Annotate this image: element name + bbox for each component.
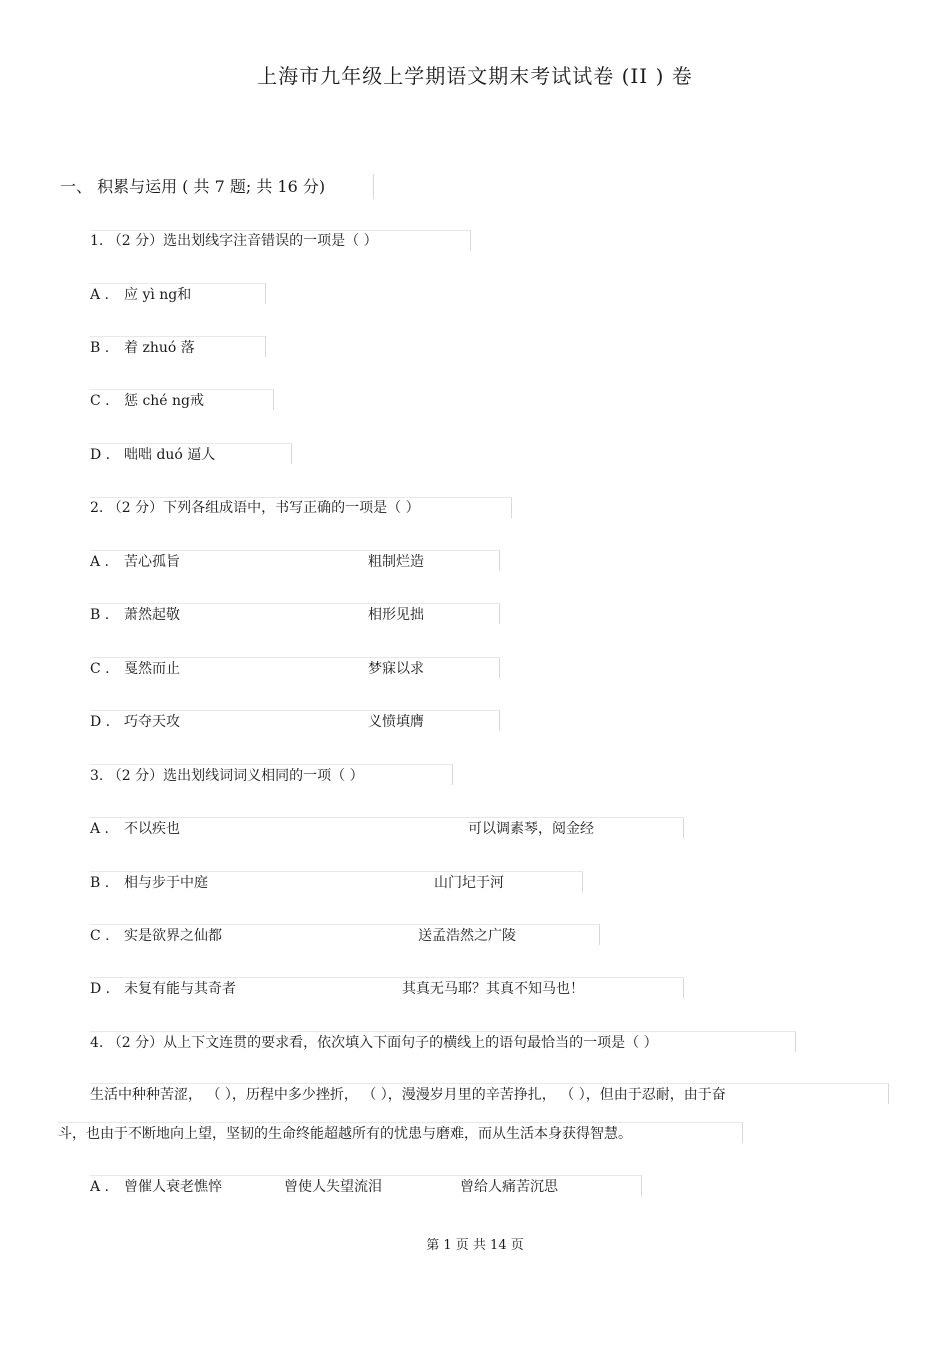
option-label: A . <box>90 554 110 570</box>
option-text-2: 粗制烂造 <box>368 554 424 570</box>
option-text-1: 未复有能与其奇者 <box>124 981 236 997</box>
option-label: B . <box>90 340 110 356</box>
question-1-option-d[interactable] <box>90 444 215 464</box>
page-title: 上海市九年级上学期语文期末考试试卷 (II ) 卷 <box>257 64 693 88</box>
section-heading: 一、 积累与运用 ( 共 7 题; 共 16 分) <box>60 177 326 196</box>
question-1-stem: 1. （2 分）选出划线字注音错误的一项是（ ） <box>90 233 378 249</box>
question-4-stem: 4. （2 分）从上下文连贯的要求看，依次填入下面句子的横线上的语句最恰当的一项是（ ） <box>90 1035 658 1051</box>
option-label: D . <box>90 714 111 730</box>
option-text-1: 相与步于中庭 <box>124 875 208 891</box>
option-text-2: 送孟浩然之广陵 <box>418 928 516 944</box>
question-2-option-a[interactable] <box>90 551 180 571</box>
option-text-3: 曾给人痛苦沉思 <box>460 1179 558 1195</box>
option-text-1: 曾催人衰老憔悴 <box>124 1179 222 1195</box>
question-3-option-b[interactable] <box>90 872 208 892</box>
option-text-2: 义愤填膺 <box>368 714 424 730</box>
option-text-2: 相形见拙 <box>368 607 424 623</box>
question-2-option-d[interactable] <box>90 711 180 731</box>
option-text-1: 戛然而止 <box>124 661 180 677</box>
option-label: D . <box>90 447 111 463</box>
question-3-option-d[interactable] <box>90 978 236 998</box>
option-text-2: 曾使人失望流泪 <box>284 1179 382 1195</box>
option-label: A . <box>90 821 110 837</box>
question-1-option-a[interactable] <box>90 284 191 304</box>
option-label: D . <box>90 981 111 997</box>
option-text-1: 不以疾也 <box>124 821 180 837</box>
option-text-1: 萧然起敬 <box>124 607 180 623</box>
question-4-option-a[interactable] <box>90 1176 222 1196</box>
question-3-option-a[interactable] <box>90 818 180 838</box>
option-text: 应 yì ng和 <box>124 287 192 303</box>
question-2-option-c[interactable] <box>90 658 180 678</box>
option-text-1: 苦心孤旨 <box>124 554 180 570</box>
option-text: 惩 ché ng戒 <box>124 393 205 409</box>
option-text: 咄咄 duó 逼人 <box>124 447 216 463</box>
option-text-2: 可以调素琴，阅金经 <box>468 821 594 837</box>
question-2-option-b[interactable] <box>90 604 180 624</box>
option-text-2: 梦寐以求 <box>368 661 424 677</box>
option-label: C . <box>90 393 110 409</box>
question-4-paragraph-line-2: 斗，也由于不断地向上望，坚韧的生命终能超越所有的忧患与磨难，而从生活本身获得智慧。 <box>58 1126 632 1142</box>
option-text: 着 zhuó 落 <box>124 340 195 356</box>
question-1-option-b[interactable] <box>90 337 195 357</box>
question-1-option-c[interactable] <box>90 390 204 410</box>
question-4-paragraph-line-1: 生活中种种苦涩， （ ），历程中多少挫折， （ ），漫漫岁月里的辛苦挣扎， （ ），但由于忍耐，由于奋 <box>90 1087 726 1103</box>
option-label: B . <box>90 607 110 623</box>
question-2-stem: 2. （2 分）下列各组成语中，书写正确的一项是（ ） <box>90 500 420 516</box>
option-label: C . <box>90 661 110 677</box>
question-3-stem: 3. （2 分）选出划线词词义相同的一项（ ） <box>90 768 364 784</box>
question-3-option-c[interactable] <box>90 925 222 945</box>
option-text-2: 山门圮于河 <box>434 875 504 891</box>
option-text-2: 其真无马耶？其真不知马也！ <box>402 981 584 997</box>
option-text-1: 实是欲界之仙都 <box>124 928 222 944</box>
page-footer: 第 1 页 共 14 页 <box>426 1238 524 1253</box>
option-text-1: 巧夺天攻 <box>124 714 180 730</box>
frame-line <box>372 174 374 199</box>
option-label: A . <box>90 287 110 303</box>
option-label: C . <box>90 928 110 944</box>
option-label: B . <box>90 875 110 891</box>
option-label: A . <box>90 1179 110 1195</box>
